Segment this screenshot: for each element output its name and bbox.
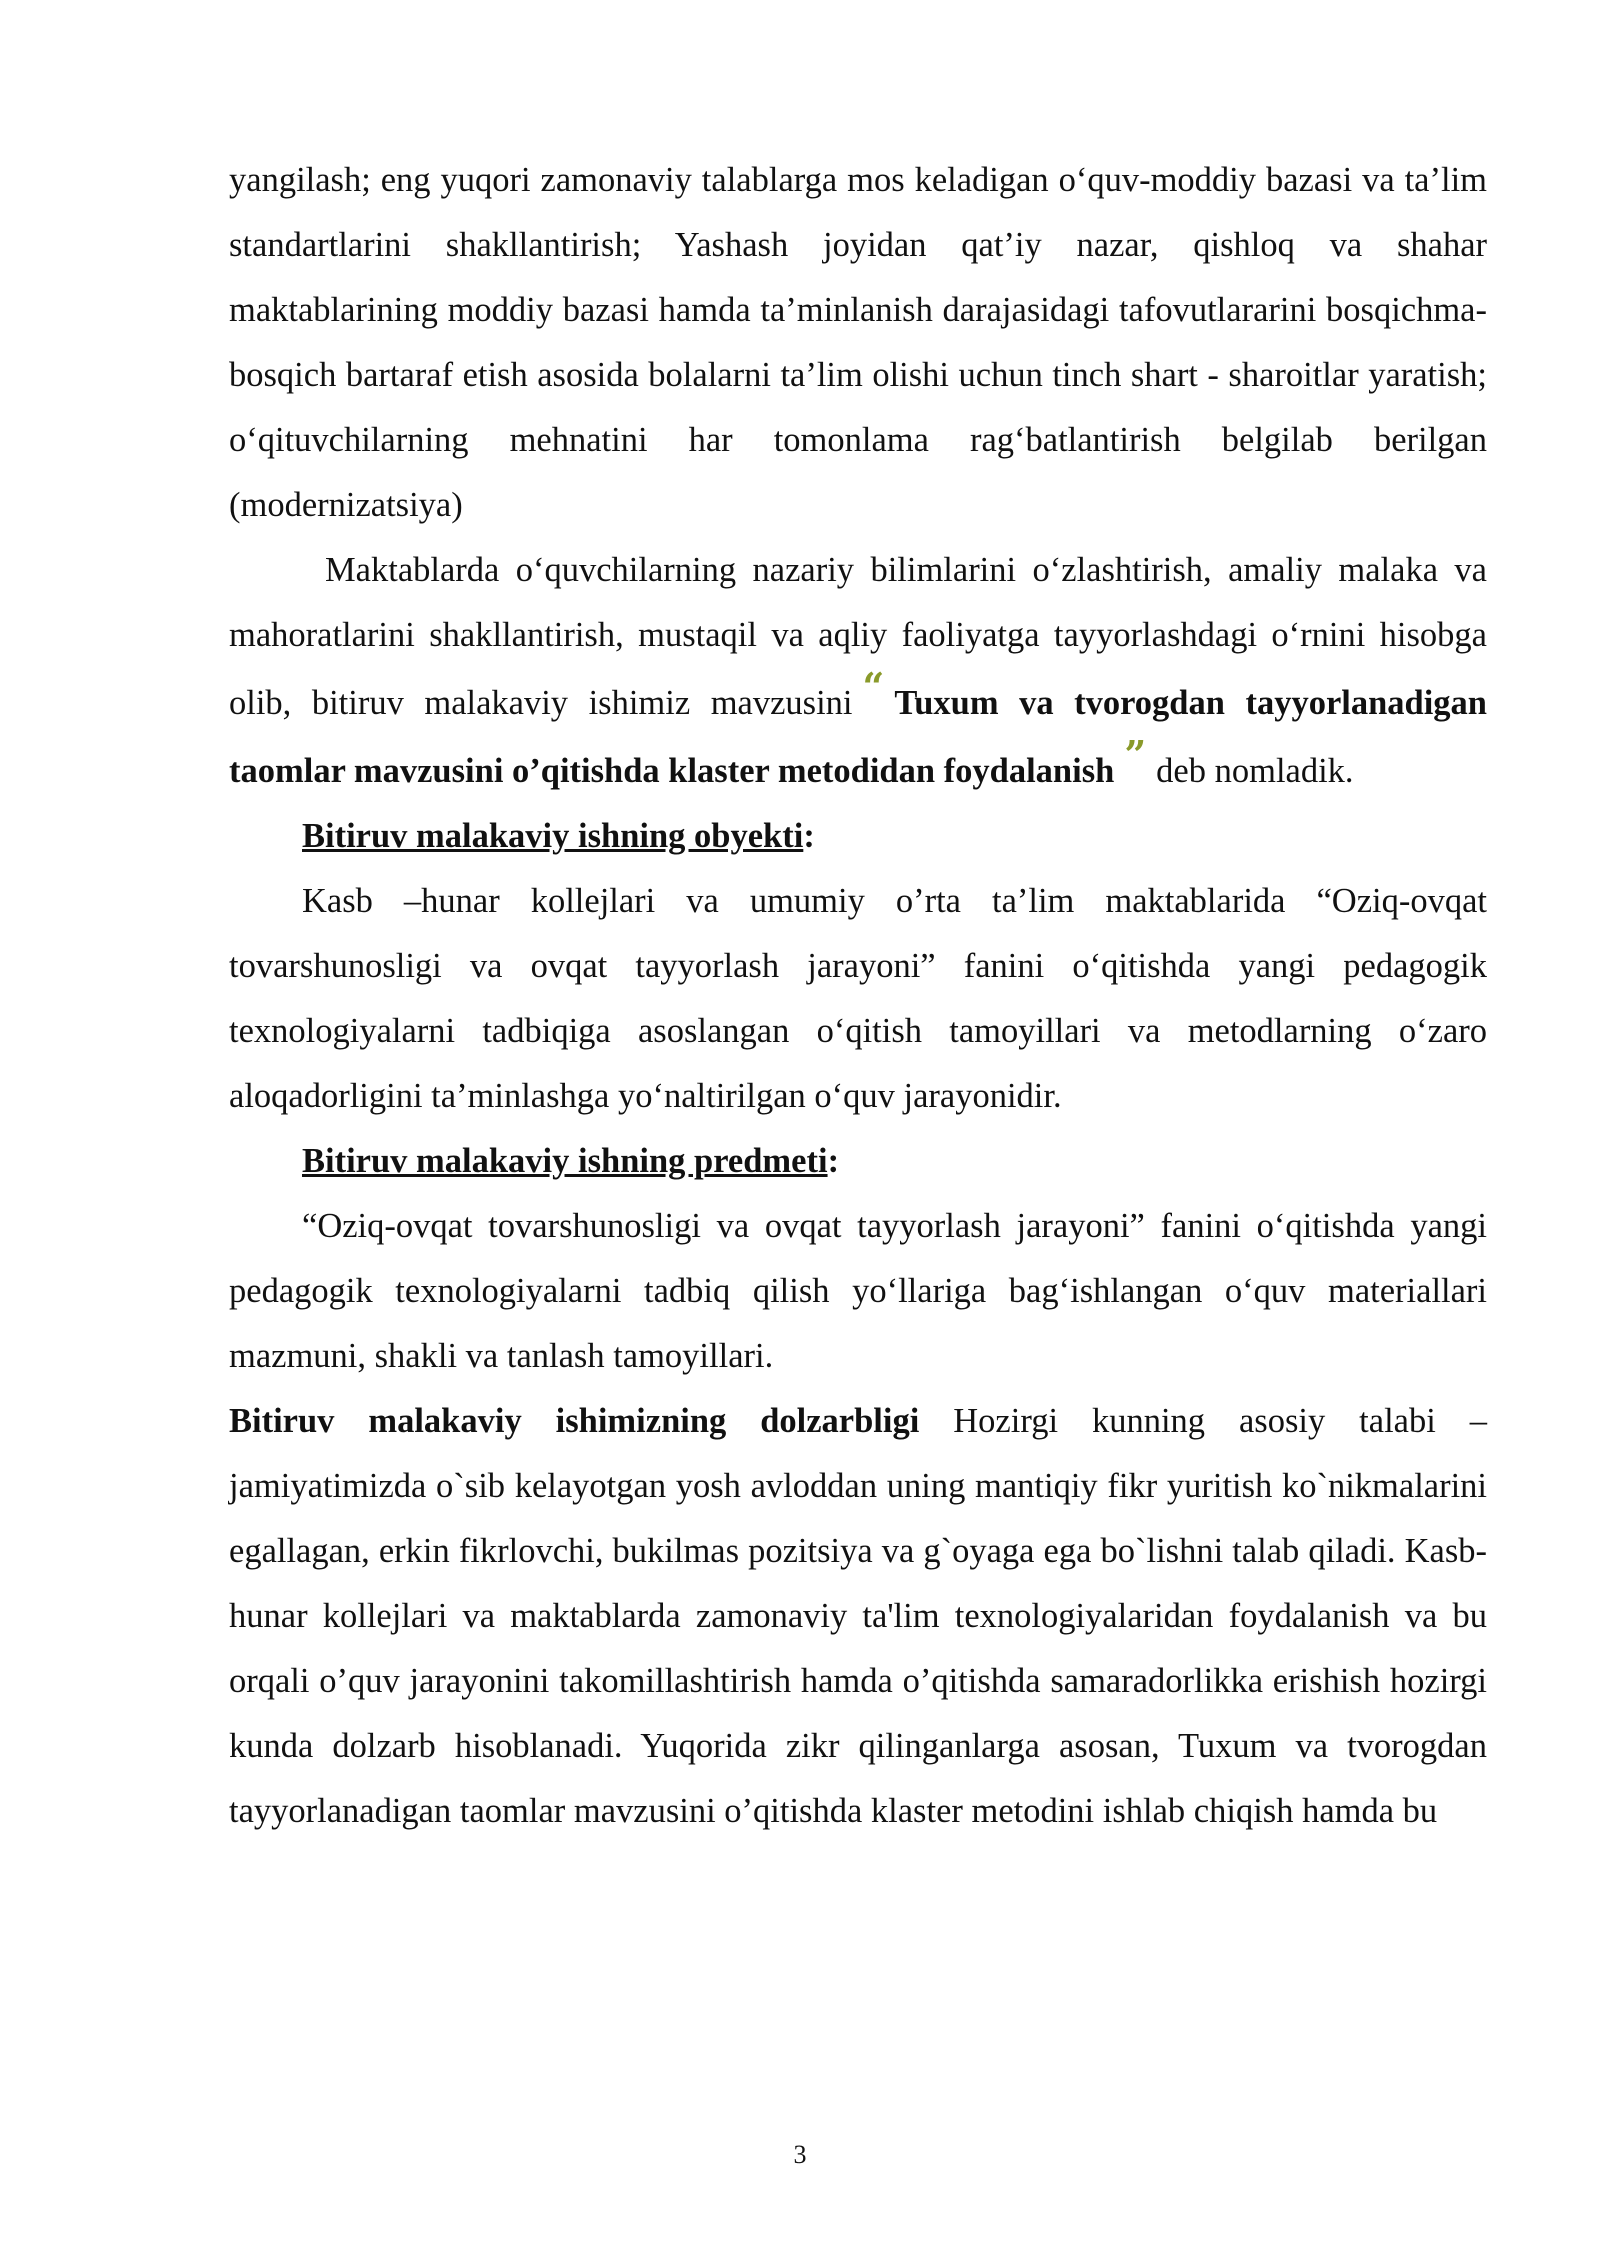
object-heading-line xyxy=(229,804,1487,869)
open-quote-mark: “ xyxy=(862,664,885,709)
topic-title: Tuxum va tvorogdan tayyorlanadigan taomlar mavzusini o’qitishda klaster metodidan foydalanish xyxy=(229,684,1487,790)
close-quote-mark: ” xyxy=(1124,732,1147,777)
relevance-heading: Bitiruv malakaviy ishimizning dolzarbligi xyxy=(229,1402,920,1440)
subject-heading-colon: : xyxy=(827,1142,840,1180)
object-heading: Bitiruv malakaviy ishning obyekti xyxy=(302,817,804,855)
paragraph-modernization: yangilash; eng yuqori zamonaviy talablarga mos keladigan o‘quv-moddiy bazasi va ta’lim standartlarini shakllantirish; Yashash joyidan qat’iy nazar, qishloq va shahar maktablarining moddiy bazasi hamda ta’minlanish darajasidagi tafovutlararini bosqichma-bosqich bartaraf etish asosida bolalarni ta’lim olishi uchun tinch shart - sharoitlar yaratish; o‘qituvchilarning mehnatini har tomonlama rag‘batlantirish belgilab berilgan (modernizatsiya) xyxy=(229,161,1487,524)
object-paragraph: Kasb –hunar kollejlari va umumiy o’rta ta’lim maktablarida “Oziq-ovqat tovarshunosligi va ovqat tayyorlash jarayoni” fanini o‘qitishda yangi pedagogik texnologiyalarni tadbiqiga asoslangan o‘qitish tamoyillari va metodlarning o‘zaro aloqadorligini ta’minlashga yo‘naltirilgan o‘quv jarayonidir. xyxy=(229,882,1487,1115)
relevance-text: Hozirgi kunning asosiy talabi – jamiyatimizda o`sib kelayotgan yosh avloddan uning mantiqiy fikr yuritish ko`nikmalarini egallagan, erkin fikrlovchi, bukilmas pozitsiya va g`oyaga ega bo`lishni talab qiladi. Kasb-hunar kollejlari va maktablarda zamonaviy ta'lim texnologiyalaridan foydalanish va bu orqali o’quv jarayonini takomillashtirish hamda o’qitishda samaradorlikka erishish hozirgi kunda dolzarb hisoblanadi. Yuqorida zikr qilinganlarga asosan, Tuxum va tvorogdan tayyorlanadigan taomlar mavzusini o’qitishda klaster metodini ishlab chiqish hamda bu xyxy=(229,1402,1488,1830)
subject-heading-line xyxy=(229,1129,1487,1194)
page-number: 3 xyxy=(793,2140,807,2169)
subject-paragraph: “Oziq-ovqat tovarshunosligi va ovqat tayyorlash jarayoni” fanini o‘qitishda yangi pedagogik texnologiyalarni tadbiq qilish yo‘llariga bag‘ishlangan o‘quv materiallari mazmuni, shakli va tanlash tamoyillari. xyxy=(229,1207,1487,1375)
object-heading-colon: : xyxy=(803,817,815,855)
body-text xyxy=(229,148,1487,1844)
subject-heading: Bitiruv malakaviy ishning predmeti xyxy=(302,1142,828,1180)
topic-outro-text: deb nomladik. xyxy=(1156,752,1354,790)
topic-intro-text: Maktablarda o‘quvchilarning nazariy bilimlarini o‘zlashtirish, amaliy malaka va mahoratlarini shakllantirish, mustaqil va aqliy faoliyatga tayyorlashdagi o‘rnini hisobga olib, bitiruv malakaviy ishimiz mavzusini xyxy=(229,551,1487,722)
paragraph-topic xyxy=(229,538,1487,804)
relevance-paragraph xyxy=(229,1389,1487,1844)
